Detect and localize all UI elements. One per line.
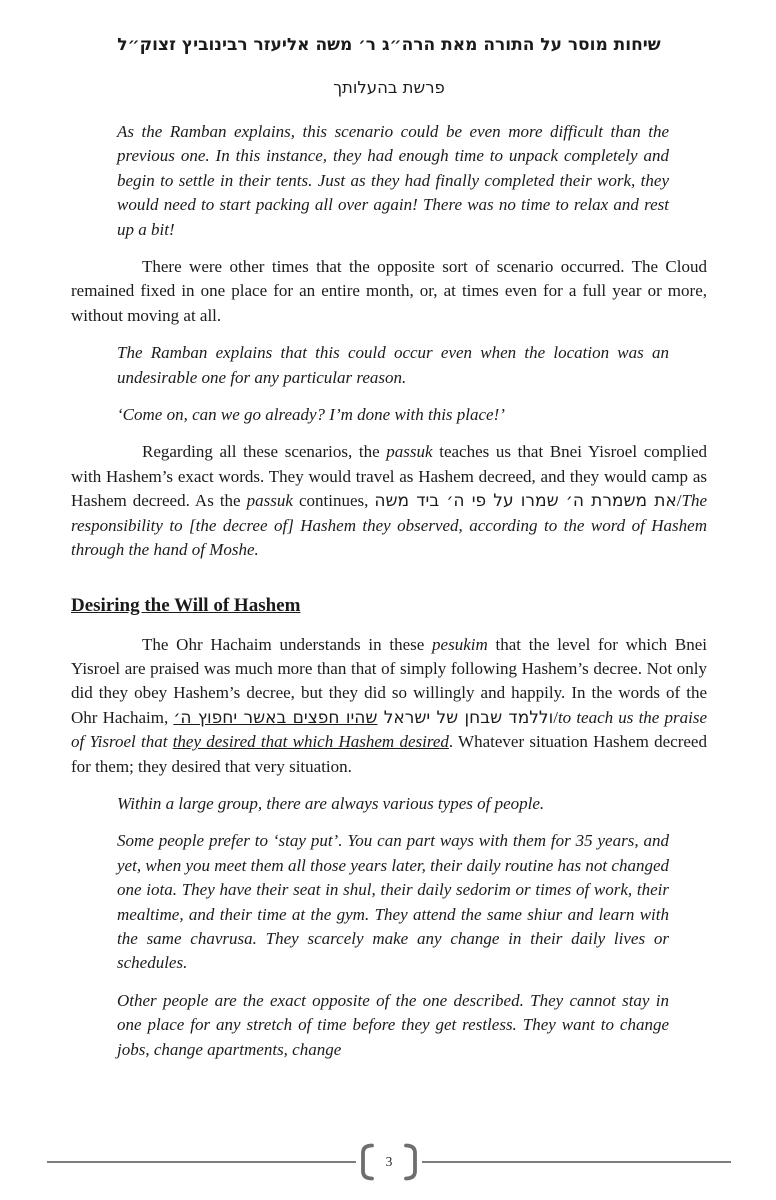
text-segment: ‘Come on, can we go already? I’m done with this place!’ bbox=[117, 405, 505, 425]
quote-paragraph bbox=[117, 989, 669, 1062]
text-segment: The responsibility to [the decree of] Hashem they observed, according to the word of Hashem through the hand of Moshe. bbox=[71, 491, 708, 560]
text-segment: As the Ramban explains, this scenario could be even more difficult than the previous one. In this instance, they had enough time to unpack completely and begin to settle in their tents. Just as they had finally completed their work, they would need to start packing all over again! There was no time to relax and rest up a bit! bbox=[117, 122, 669, 239]
hebrew-text: שהיו חפצים באשר יחפוץ ה׳ bbox=[173, 707, 378, 728]
text-segment: / bbox=[676, 491, 682, 511]
text-segment: continues, bbox=[292, 491, 375, 511]
quote-paragraph bbox=[117, 341, 669, 390]
content-blocks bbox=[71, 120, 707, 1062]
hebrew-text: את משמרת ה׳ שמרו על פי ה׳ ביד משה bbox=[374, 491, 677, 512]
text-segment: teaches us that Bnei Yisroel complied with Hashem’s exact words. They would travel as Hashem decreed, and they would camp as Hashem decreed. As the bbox=[71, 442, 707, 511]
body-paragraph bbox=[71, 255, 707, 328]
text-segment: that the level for which Bnei Yisroel are praised was much more than that of simply following Hashem’s decree. Not only did they obey Hashem’s decree, but they did so willingly and happily. In the words of the Ohr Hachaim, bbox=[71, 634, 707, 727]
quote-paragraph bbox=[117, 403, 669, 427]
text-segment: to teach us the praise of Yisroel that bbox=[71, 707, 707, 752]
text-segment: Desiring the Will of Hashem bbox=[71, 594, 301, 616]
text-segment: pesukim bbox=[432, 634, 488, 654]
body-paragraph bbox=[71, 440, 707, 562]
quote-paragraph bbox=[117, 120, 669, 242]
text-segment: There were other times that the opposite sort of scenario occurred. The Cloud remained fixed in one place for an entire month, or, at times even for a full year or more, without moving at all. bbox=[71, 257, 707, 325]
text-segment: The Ramban explains that this could occur even when the location was an undesirable one for any particular reason. bbox=[117, 343, 669, 387]
page-footer bbox=[47, 1142, 731, 1182]
text-segment: / bbox=[553, 707, 558, 727]
section-heading bbox=[71, 593, 707, 619]
text-segment: Some people prefer to ‘stay put’. You can part ways with them for 35 years, and yet, when you meet them all those years later, their daily routine has not changed one iota. They have their seat in shul, their daily sedorim or times of work, their mealtime, and their time at the gym. They attend the same shiur and learn with the same chavrusa. They scarcely make any change in their daily lives or schedules. bbox=[117, 831, 669, 973]
footer-rule-right bbox=[422, 1161, 731, 1163]
text-segment: . Whatever situation Hashem decreed for them; they desired that very situation. bbox=[71, 732, 707, 776]
quote-paragraph bbox=[117, 829, 669, 975]
page-number: 3 bbox=[385, 1154, 393, 1170]
footer-rule-left bbox=[47, 1161, 356, 1163]
text-segment: Within a large group, there are always various types of people. bbox=[117, 793, 545, 813]
text-segment: The Ohr Hachaim understands in these bbox=[142, 634, 433, 654]
text-segment: Other people are the exact opposite of the one described. They cannot stay in one place for any stretch of time before they get restless. They want to change jobs, change apartments, change bbox=[117, 990, 669, 1059]
hebrew-subtitle: פרשת בהעלותך bbox=[333, 78, 445, 97]
hebrew-title: שיחות מוסר על התורה מאת הרה״ג ר׳ משה אליעזר רבינוביץ זצוק״ל bbox=[117, 35, 661, 55]
right-bracket-icon bbox=[404, 1142, 419, 1182]
hebrew-text: וללמד שבחן של ישראל bbox=[377, 707, 554, 728]
quote-paragraph bbox=[117, 792, 669, 816]
body-paragraph bbox=[71, 633, 707, 779]
text-segment: passuk bbox=[386, 442, 433, 462]
text-segment: passuk bbox=[246, 491, 293, 511]
text-segment: Regarding all these scenarios, the bbox=[142, 442, 387, 462]
left-bracket-icon bbox=[359, 1142, 374, 1182]
text-segment: they desired that which Hashem desired bbox=[172, 732, 449, 752]
